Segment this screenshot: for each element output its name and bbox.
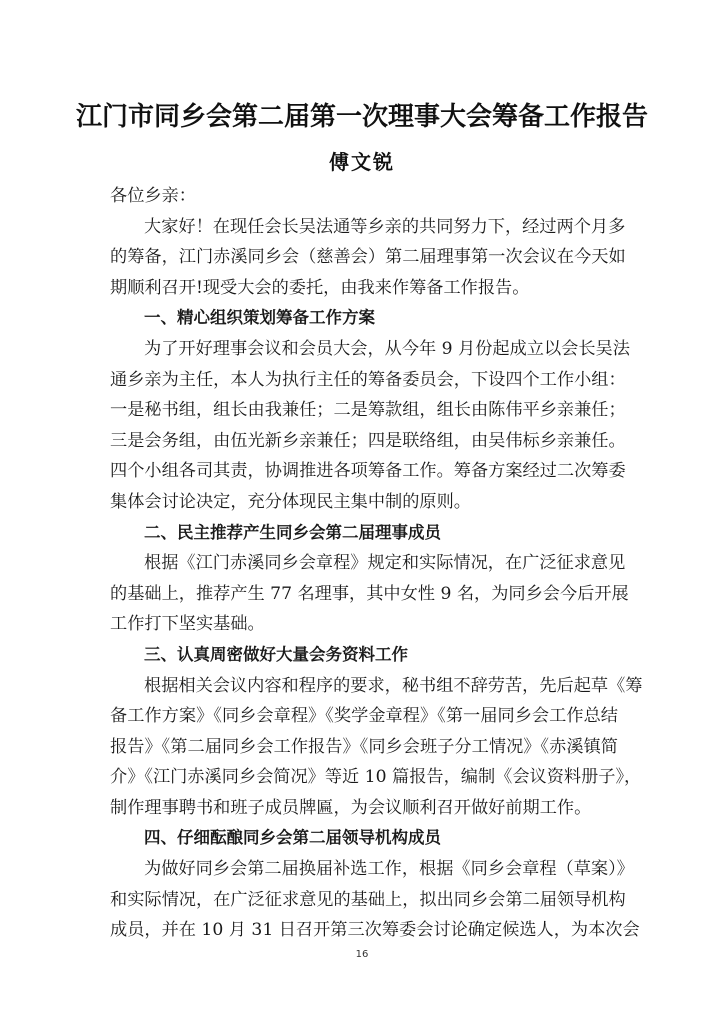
paragraph-line: 工作打下坚实基础。	[110, 614, 265, 635]
paragraph-line: 的基础上，推荐产生 77 名理事，其中女性 9 名，为同乡会今后开展	[110, 583, 629, 604]
paragraph-line: 大家好！在现任会长吴法通等乡亲的共同努力下，经过两个月多	[144, 216, 626, 237]
paragraph-line: 介》《江门赤溪同乡会简况》等近 10 篇报告，编制《会议资料册子》，	[110, 767, 642, 788]
paragraph-line: 为做好同乡会第二届换届补选工作，根据《同乡会章程（草案）》	[144, 859, 634, 880]
paragraph-line: 备工作方案》《同乡会章程》《奖学金章程》《第一届同乡会工作总结	[110, 706, 618, 727]
greeting: 各位乡亲：	[110, 186, 196, 206]
paragraph-line: 的筹备，江门赤溪同乡会（慈善会）第二届理事第一次会议在今天如	[110, 247, 626, 268]
document-body	[110, 181, 643, 946]
paragraph-line: 成员，并在 10 月 31 日召开第三次筹委会讨论确定候选人，为本次会	[110, 920, 640, 941]
section-heading: 一、精心组织策划筹备工作方案	[144, 308, 375, 328]
page-number: 16	[355, 949, 369, 960]
paragraph-line: 一是秘书组，组长由我兼任；二是筹款组，组长由陈伟平乡亲兼任；	[110, 400, 626, 421]
paragraph-line: 根据《江门赤溪同乡会章程》规定和实际情况，在广泛征求意见	[144, 553, 626, 574]
paragraph-line: 集体会讨论决定，充分体现民主集中制的原则。	[110, 491, 471, 512]
document-title: 江门市同乡会第二届第一次理事大会筹备工作报告	[75, 102, 648, 132]
paragraph-line: 为了开好理事会议和会员大会，从今年 9 月份起成立以会长吴法	[144, 338, 630, 359]
paragraph-line: 和实际情况，在广泛征求意见的基础上，拟出同乡会第二届领导机构	[110, 889, 626, 910]
author-name: 傅文锐	[329, 150, 395, 174]
section-heading: 二、民主推荐产生同乡会第二届理事成员	[144, 522, 441, 542]
paragraph-line: 四个小组各司其责，协调推进各项筹备工作。筹备方案经过二次筹委	[110, 461, 626, 482]
paragraph-line: 根据相关会议内容和程序的要求，秘书组不辞劳苦，先后起草《筹	[144, 675, 643, 696]
section-heading: 四、仔细酝酿同乡会第二届领导机构成员	[144, 828, 441, 848]
paragraph-line: 三是会务组，由伍光新乡亲兼任；四是联络组，由吴伟标乡亲兼任。	[110, 430, 626, 451]
paragraph-line: 制作理事聘书和班子成员牌匾，为会议顺利召开做好前期工作。	[110, 797, 592, 818]
paragraph-line: 期顺利召开!现受大会的委托，由我来作筹备工作报告。	[110, 277, 530, 298]
section-heading: 三、认真周密做好大量会务资料工作	[144, 644, 408, 664]
paragraph-line: 报告》《第二届同乡会工作报告》《同乡会班子分工情况》《赤溪镇简	[110, 736, 618, 757]
paragraph-line: 通乡亲为主任，本人为执行主任的筹备委员会，下设四个工作小组：	[110, 369, 626, 390]
